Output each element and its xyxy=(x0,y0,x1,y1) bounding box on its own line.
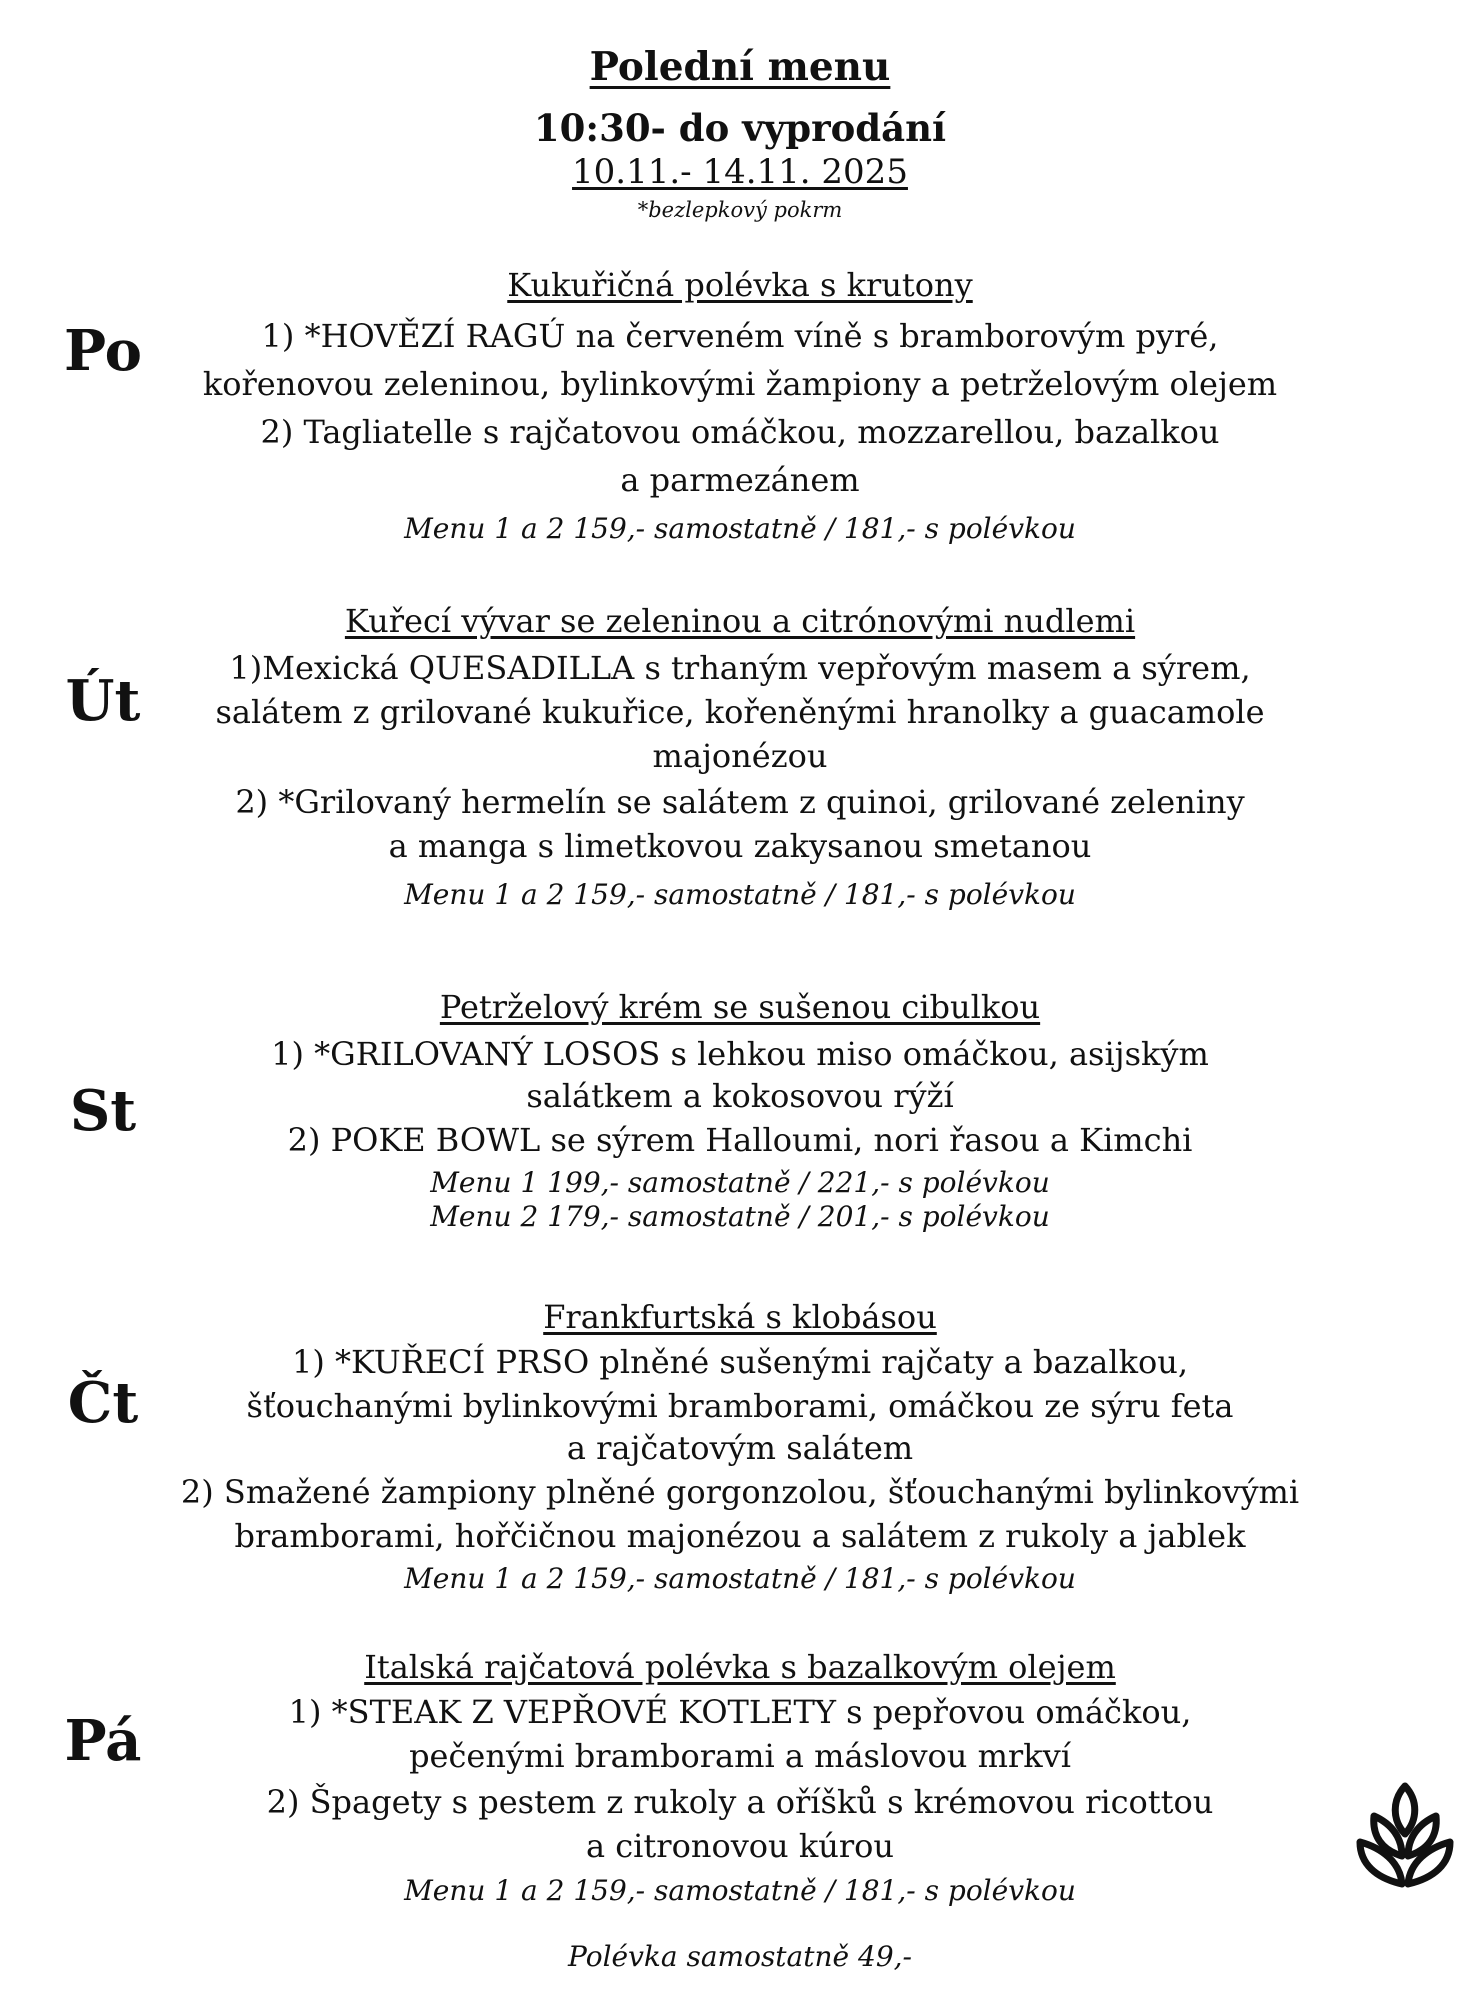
price-line: Menu 1 a 2 159,- samostatně / 181,- s polévkou xyxy=(404,512,1076,545)
dish-line: 2) Špagety s pestem z rukoly a oříšků s krémovou ricottou xyxy=(266,1783,1214,1821)
dish-line: salátem z grilované kukuřice, kořeněnými hranolky a guacamole xyxy=(215,693,1265,731)
dish-line: a manga s limetkovou zakysanou smetanou xyxy=(388,827,1092,865)
dish-line: 1) *STEAK Z VEPŘOVÉ KOTLETY s pepřovou omáčkou, xyxy=(288,1693,1192,1731)
dish-line: bramborami, hořčičnou majonézou a salátem z rukoly a jablek xyxy=(234,1517,1246,1555)
dish-line: 1) *HOVĚZÍ RAGÚ na červeném víně s bramborovým pyré, xyxy=(261,317,1219,355)
soup-st: Petrželový krém se sušenou cibulkou xyxy=(439,988,1041,1026)
gluten-free-note: *bezlepkový pokrm xyxy=(637,198,843,222)
dish-line: 1) *GRILOVANÝ LOSOS s lehkou miso omáčkou, asijským xyxy=(271,1035,1209,1073)
soup-price-footer: Polévka samostatně 49,- xyxy=(568,1940,912,1973)
dish-line: 1)Mexická QUESADILLA s trhaným vepřovým masem a sýrem, xyxy=(229,649,1251,687)
price-line: Menu 1 a 2 159,- samostatně / 181,- s polévkou xyxy=(404,1562,1076,1595)
dish-line: a citronovou kúrou xyxy=(586,1827,894,1865)
dish-line: salátkem a kokosovou rýží xyxy=(526,1077,954,1115)
dish-line: šťouchanými bylinkovými bramborami, omáčkou ze sýru feta xyxy=(246,1387,1234,1425)
dish-line: a rajčatovým salátem xyxy=(566,1429,914,1467)
dish-line: 2) POKE BOWL se sýrem Halloumi, nori řasou a Kimchi xyxy=(287,1121,1193,1159)
dish-line: 2) Tagliatelle s rajčatovou omáčkou, mozzarellou, bazalkou xyxy=(260,413,1220,451)
day-label-st: St xyxy=(69,1078,137,1144)
price-line: Menu 1 199,- samostatně / 221,- s polévkou xyxy=(430,1166,1050,1199)
dish-line: pečenými bramborami a máslovou mrkví xyxy=(409,1737,1071,1775)
dish-line: kořenovou zeleninou, bylinkovými žampiony a petrželovým olejem xyxy=(202,365,1278,403)
dish-line: 2) Smažené žampiony plněné gorgonzolou, šťouchanými bylinkovými xyxy=(180,1473,1300,1511)
wheat-logo-icon xyxy=(1352,1780,1458,1900)
day-label-ut: Út xyxy=(65,668,141,734)
dish-line: majonézou xyxy=(652,737,828,775)
day-label-po: Po xyxy=(64,318,142,384)
soup-pa: Italská rajčatová polévka s bazalkovým olejem xyxy=(364,1648,1116,1686)
price-line: Menu 2 179,- samostatně / 201,- s polévkou xyxy=(430,1200,1050,1233)
dish-line: 1) *KUŘECÍ PRSO plněné sušenými rajčaty a bazalkou, xyxy=(291,1343,1189,1381)
menu-dates: 10.11.- 14.11. 2025 xyxy=(572,152,908,192)
price-line: Menu 1 a 2 159,- samostatně / 181,- s polévkou xyxy=(404,878,1076,911)
day-label-ct: Čt xyxy=(67,1370,139,1436)
soup-po: Kukuřičná polévka s krutony xyxy=(507,266,973,304)
dish-line: a parmezánem xyxy=(620,461,860,499)
dish-line: 2) *Grilovaný hermelín se salátem z quinoi, grilované zeleniny xyxy=(235,783,1245,821)
soup-ut: Kuřecí vývar se zeleninou a citrónovými nudlemi xyxy=(344,602,1136,640)
price-line: Menu 1 a 2 159,- samostatně / 181,- s polévkou xyxy=(404,1874,1076,1907)
soup-ct: Frankfurtská s klobásou xyxy=(543,1298,937,1336)
day-label-pa: Pá xyxy=(64,1708,142,1774)
menu-title: Polední menu xyxy=(589,44,891,90)
serving-hours: 10:30- do vyprodání xyxy=(533,106,947,150)
